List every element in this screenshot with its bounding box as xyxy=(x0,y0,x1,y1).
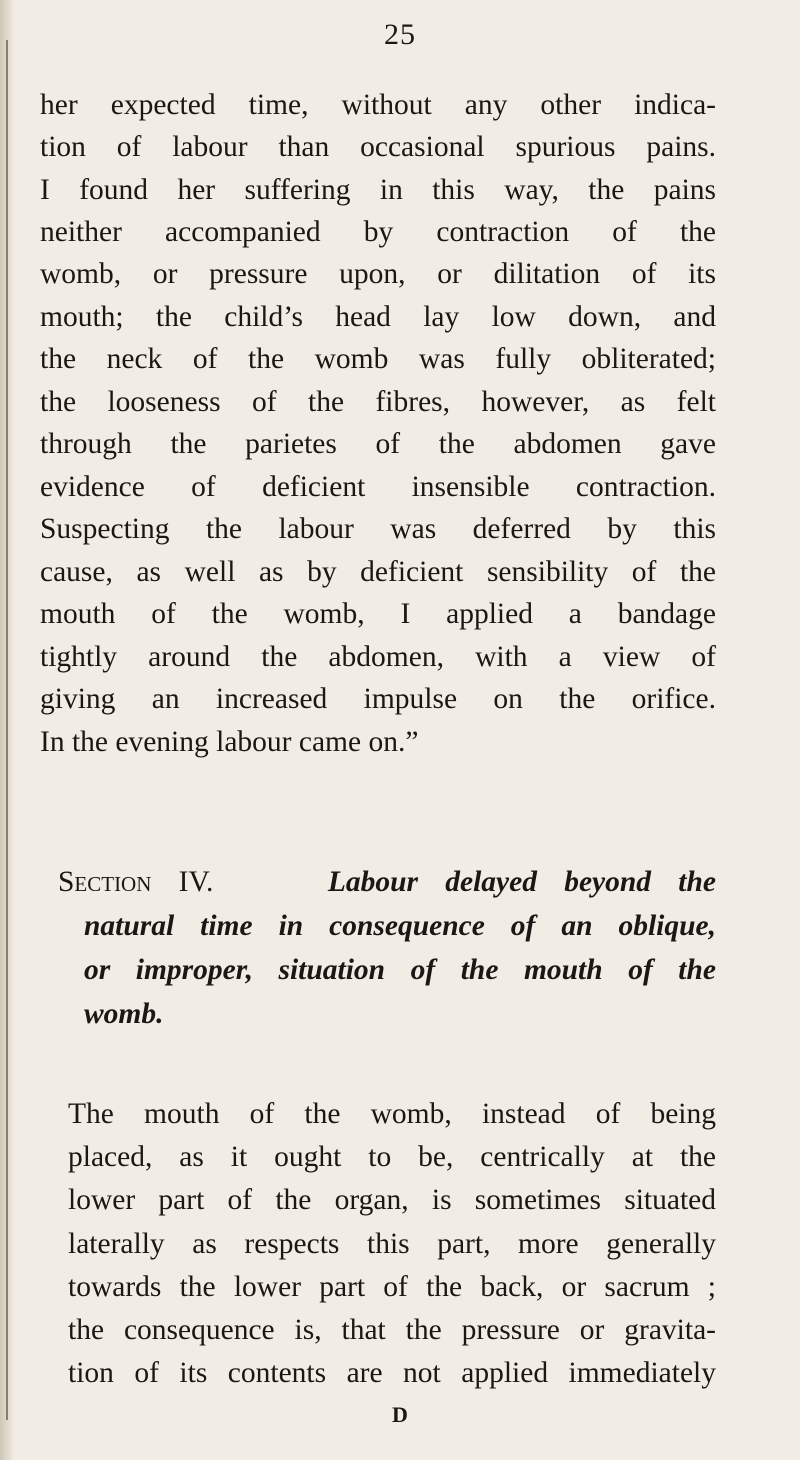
paragraph-line: the looseness of the fibres, however, as felt xyxy=(40,386,716,418)
paragraph-line: the neck of the womb was fully obliterated; xyxy=(40,343,716,375)
section-heading xyxy=(58,861,716,903)
page-number: 25 xyxy=(384,18,416,51)
section-title-line: or improper, situation of the mouth of the xyxy=(84,954,716,986)
paragraph-line: womb, or pressure upon, or dilitation of its xyxy=(40,258,716,290)
section-title-line: womb. xyxy=(84,998,164,1030)
paragraph-line: mouth; the child’s head lay low down, and xyxy=(40,301,716,333)
paragraph-line: Suspecting the labour was deferred by this xyxy=(40,513,716,545)
section-title-line: Labour delayed beyond the xyxy=(327,866,717,898)
paragraph-line: placed, as it ought to be, centrically at the xyxy=(68,1141,716,1173)
paragraph-line: giving an increased impulse on the orifice. xyxy=(40,683,716,715)
paragraph-line: through the parietes of the abdomen gave xyxy=(40,428,716,460)
paragraph-line: laterally as respects this part, more generally xyxy=(68,1228,716,1260)
paragraph-line: I found her suffering in this way, the pains xyxy=(40,174,716,206)
paragraph-line: The mouth of the womb, instead of being xyxy=(68,1098,716,1130)
binding-edge-line xyxy=(6,40,8,1420)
paragraph-line: evidence of deficient insensible contraction. xyxy=(40,471,716,503)
paragraph-line: towards the lower part of the back, or sacrum ; xyxy=(68,1271,716,1303)
paragraph-line: tion of its contents are not applied immediately xyxy=(68,1357,716,1389)
paragraph-line: neither accompanied by contraction of the xyxy=(40,216,716,248)
paragraph-line: In the evening labour came on.” xyxy=(40,726,419,758)
paragraph-line: mouth of the womb, I applied a bandage xyxy=(40,598,716,630)
signature-mark: D xyxy=(392,1402,408,1427)
paragraph-line: cause, as well as by deficient sensibility of the xyxy=(40,556,716,588)
section-title-line: natural time in consequence of an oblique, xyxy=(84,910,716,942)
paragraph-line: lower part of the organ, is sometimes situated xyxy=(68,1184,716,1216)
paragraph-line: the consequence is, that the pressure or gravita- xyxy=(68,1314,716,1346)
section-label: Section IV. xyxy=(58,866,214,898)
paragraph-line: her expected time, without any other indica- xyxy=(40,89,716,121)
paragraph-line: tightly around the abdomen, with a view of xyxy=(40,641,716,673)
paragraph-line: tion of labour than occasional spurious pains. xyxy=(40,131,716,163)
